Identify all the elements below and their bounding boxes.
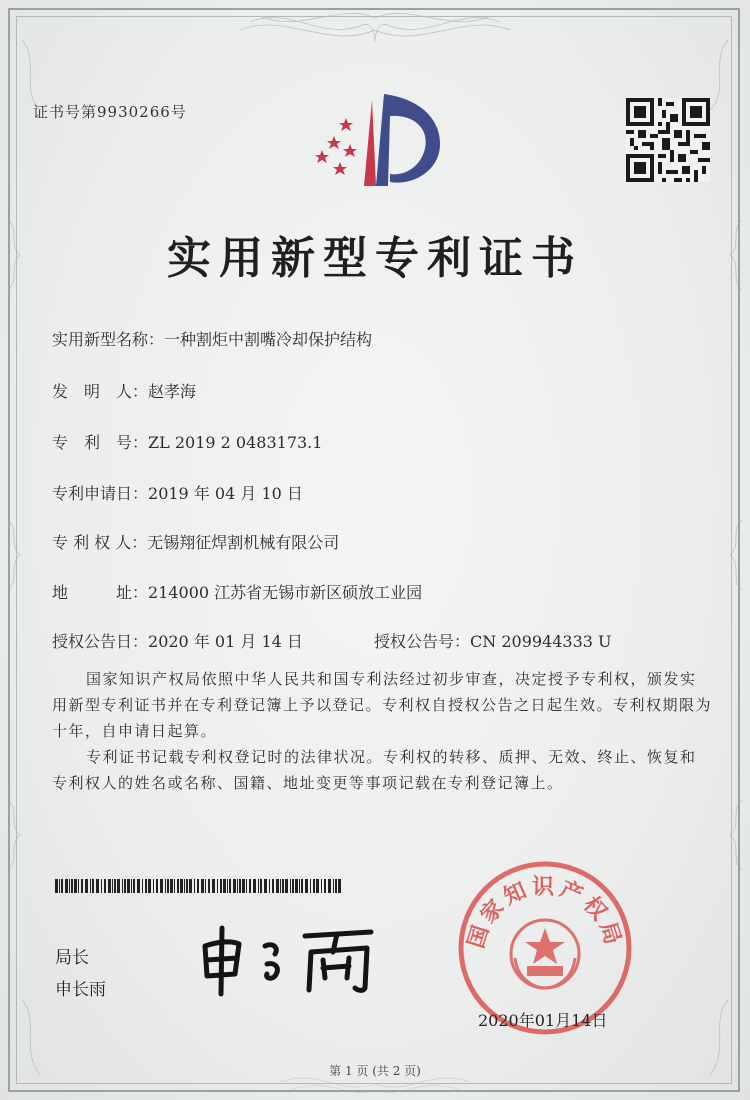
grant-number-value: CN 209944333 U <box>470 632 612 651</box>
address-row <box>52 580 422 603</box>
patent-office-logo <box>306 86 446 198</box>
statement-paragraph-1: 国家知识产权局依照中华人民共和国专利法经过初步审查，决定授予专利权，颁发实用新型专利证书并在专利登记簿上予以登记。专利权自授权公告之日起生效。专利权期限为十年，自申请日起算。 <box>52 670 713 740</box>
director-title: 局长 <box>55 948 89 968</box>
utility-model-name-row <box>52 327 372 350</box>
name-label: 实用新型名称： <box>52 330 165 349</box>
grant-date-value: 2020 年 01 月 14 日 <box>148 632 303 651</box>
name-value: 一种割炬中割嘴冷却保护结构 <box>164 330 373 349</box>
director-signature <box>195 918 395 998</box>
filing-date-value: 2019 年 04 月 10 日 <box>148 484 303 503</box>
statement-paragraph-2: 专利证书记载专利权登记时的法律状况。专利权的转移、质押、无效、终止、恢复和专利权人的姓名或名称、国籍、地址变更等事项记载在专利登记簿上。 <box>52 748 697 792</box>
grant-number-label: 授权公告号： <box>374 632 471 651</box>
inventor-row <box>52 379 196 402</box>
qr-code-icon <box>626 98 710 182</box>
patent-number-label: 专 利 号： <box>52 433 149 452</box>
seal-date: 2020年01月14日 <box>478 1011 608 1030</box>
address-value: 214000 江苏省无锡市新区硕放工业园 <box>148 583 423 602</box>
grant-number-row <box>374 629 612 652</box>
certificate-title: 实用新型专利证书 <box>167 233 583 284</box>
grant-date-label: 授权公告日： <box>52 632 149 651</box>
seal-text: 国家知识产权局 <box>463 875 627 952</box>
patentee-value: 无锡翔征焊割机械有限公司 <box>147 533 340 552</box>
filing-date-label: 专利申请日： <box>52 484 149 503</box>
patentee-label: 专 利 权 人： <box>52 533 148 552</box>
inventor-label: 发 明 人： <box>52 382 149 401</box>
patentee-row <box>52 530 339 553</box>
certificate-number: 证书号第9930266号 <box>33 103 187 121</box>
patent-number-value: ZL 2019 2 0483173.1 <box>148 433 323 452</box>
filing-date-row <box>52 481 303 504</box>
page-indicator: 第 1 页 (共 2 页) <box>329 1064 421 1078</box>
inventor-value: 赵孝海 <box>148 382 197 401</box>
director-name: 申长雨 <box>55 980 106 1000</box>
barcode-icon <box>55 879 343 893</box>
address-label: 地 址： <box>52 583 149 602</box>
grant-date-row <box>52 629 303 652</box>
patent-number-row <box>52 430 322 453</box>
